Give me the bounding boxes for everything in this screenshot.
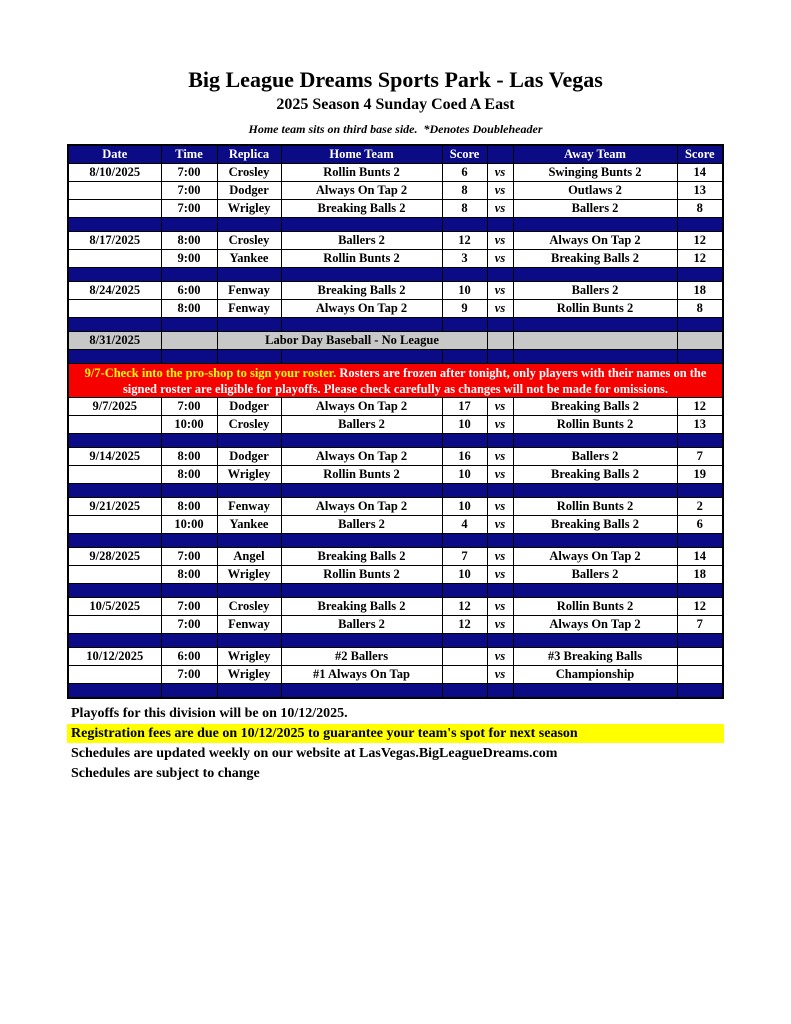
away-score-cell: 12: [677, 398, 723, 416]
time-cell: 10:00: [161, 516, 217, 534]
spacer-cell: [217, 584, 281, 598]
away-score-cell: 8: [677, 300, 723, 318]
spacer-cell: [442, 484, 487, 498]
spacer-cell: [677, 534, 723, 548]
time-cell: [161, 332, 217, 350]
spacer-cell: [677, 350, 723, 364]
away-score-cell: 8: [677, 200, 723, 218]
spacer-cell: [677, 584, 723, 598]
replica-cell: Crosley: [217, 232, 281, 250]
replica-cell: Wrigley: [217, 466, 281, 484]
spacer-cell: [442, 318, 487, 332]
column-header-replica: Replica: [217, 145, 281, 164]
home-score-cell: 12: [442, 232, 487, 250]
away-team-cell: Rollin Bunts 2: [513, 498, 677, 516]
date-cell: 9/7/2025: [68, 398, 161, 416]
date-cell: 10/5/2025: [68, 598, 161, 616]
vs-label: vs: [487, 416, 513, 434]
vs-label: vs: [487, 498, 513, 516]
replica-cell: Yankee: [217, 250, 281, 268]
column-header-home-score: Score: [442, 145, 487, 164]
date-cell: [68, 416, 161, 434]
spacer-cell: [487, 684, 513, 699]
spacer-cell: [442, 684, 487, 699]
home-team-cell: Rollin Bunts 2: [281, 466, 442, 484]
game-row: [68, 498, 723, 516]
column-header-away-team: Away Team: [513, 145, 677, 164]
time-cell: 7:00: [161, 598, 217, 616]
game-row: [68, 666, 723, 684]
replica-cell: Crosley: [217, 416, 281, 434]
page-header: [0, 66, 791, 138]
time-cell: 8:00: [161, 498, 217, 516]
vs-label: vs: [487, 398, 513, 416]
spacer-row: [68, 434, 723, 448]
spacer-cell: [513, 684, 677, 699]
replica-cell: Dodger: [217, 182, 281, 200]
game-row: [68, 182, 723, 200]
home-team-cell: Always On Tap 2: [281, 448, 442, 466]
spacer-cell: [68, 534, 161, 548]
vs-label: vs: [487, 300, 513, 318]
spacer-cell: [513, 318, 677, 332]
spacer-row: [68, 484, 723, 498]
vs-label: vs: [487, 516, 513, 534]
home-team-cell: Always On Tap 2: [281, 300, 442, 318]
spacer-cell: [442, 268, 487, 282]
home-team-cell: Always On Tap 2: [281, 498, 442, 516]
spacer-cell: [677, 218, 723, 232]
date-cell: [68, 200, 161, 218]
spacer-cell: [677, 684, 723, 699]
time-cell: 7:00: [161, 182, 217, 200]
spacer-cell: [68, 684, 161, 699]
spacer-cell: [487, 218, 513, 232]
away-team-cell: Rollin Bunts 2: [513, 416, 677, 434]
vs-label: vs: [487, 182, 513, 200]
time-cell: 9:00: [161, 250, 217, 268]
game-row: [68, 616, 723, 634]
spacer-cell: [513, 434, 677, 448]
time-cell: 7:00: [161, 616, 217, 634]
home-score-cell: 17: [442, 398, 487, 416]
date-cell: [68, 516, 161, 534]
column-header-home-team: Home Team: [281, 145, 442, 164]
home-score-cell: 12: [442, 616, 487, 634]
spacer-cell: [442, 634, 487, 648]
column-header-away-score: Score: [677, 145, 723, 164]
spacer-cell: [68, 484, 161, 498]
spacer-cell: [217, 484, 281, 498]
home-score-cell: 9: [442, 300, 487, 318]
spacer-cell: [217, 268, 281, 282]
spacer-row: [68, 584, 723, 598]
spacer-row: [68, 218, 723, 232]
vs-label: vs: [487, 616, 513, 634]
time-cell: 8:00: [161, 448, 217, 466]
home-score-cell: 3: [442, 250, 487, 268]
spacer-cell: [513, 534, 677, 548]
date-cell: [68, 566, 161, 584]
time-cell: 8:00: [161, 232, 217, 250]
vs-label: vs: [487, 250, 513, 268]
roster-notice-row: [68, 364, 723, 398]
away-team-cell: Always On Tap 2: [513, 232, 677, 250]
game-row: [68, 232, 723, 250]
date-cell: 9/21/2025: [68, 498, 161, 516]
date-cell: [68, 466, 161, 484]
spacer-cell: [68, 434, 161, 448]
game-row: [68, 416, 723, 434]
away-team-cell: Ballers 2: [513, 282, 677, 300]
roster-notice-highlight: 9/7-Check into the pro-shop to sign your roster.: [84, 365, 337, 380]
home-team-cell: Ballers 2: [281, 616, 442, 634]
spacer-cell: [442, 350, 487, 364]
spacer-cell: [161, 484, 217, 498]
spacer-cell: [513, 634, 677, 648]
date-cell: [68, 666, 161, 684]
date-cell: [68, 300, 161, 318]
spacer-cell: [487, 350, 513, 364]
spacer-cell: [442, 218, 487, 232]
spacer-cell: [217, 534, 281, 548]
replica-cell: Wrigley: [217, 666, 281, 684]
home-score-cell: 10: [442, 416, 487, 434]
time-cell: 7:00: [161, 164, 217, 182]
home-score-cell: 10: [442, 466, 487, 484]
away-score-cell: [677, 332, 723, 350]
date-cell: [68, 182, 161, 200]
vs-label: vs: [487, 466, 513, 484]
spacer-cell: [281, 534, 442, 548]
time-cell: 7:00: [161, 200, 217, 218]
spacer-cell: [281, 634, 442, 648]
vs-label: vs: [487, 448, 513, 466]
away-score-cell: 13: [677, 182, 723, 200]
home-team-cell: Ballers 2: [281, 516, 442, 534]
away-score-cell: 19: [677, 466, 723, 484]
vs-label: vs: [487, 548, 513, 566]
game-row: [68, 566, 723, 584]
spacer-cell: [442, 434, 487, 448]
game-row: [68, 164, 723, 182]
spacer-cell: [281, 350, 442, 364]
away-score-cell: 7: [677, 448, 723, 466]
game-row: [68, 200, 723, 218]
website-note: Schedules are updated weekly on our website at LasVegas.BigLeagueDreams.com: [71, 746, 558, 761]
page-subtitle: 2025 Season 4 Sunday Coed A East: [276, 96, 515, 113]
time-cell: 7:00: [161, 398, 217, 416]
replica-cell: Fenway: [217, 300, 281, 318]
spacer-cell: [487, 268, 513, 282]
home-score-cell: 8: [442, 182, 487, 200]
away-score-cell: 13: [677, 416, 723, 434]
spacer-cell: [217, 318, 281, 332]
away-team-cell: Ballers 2: [513, 448, 677, 466]
schedule-table: [67, 144, 724, 699]
spacer-cell: [68, 268, 161, 282]
spacer-cell: [513, 484, 677, 498]
spacer-cell: [161, 350, 217, 364]
home-score-cell: 4: [442, 516, 487, 534]
time-cell: 6:00: [161, 282, 217, 300]
time-cell: 8:00: [161, 300, 217, 318]
vs-label: vs: [487, 566, 513, 584]
spacer-cell: [281, 434, 442, 448]
spacer-cell: [677, 318, 723, 332]
spacer-cell: [677, 484, 723, 498]
spacer-cell: [68, 634, 161, 648]
date-cell: 8/24/2025: [68, 282, 161, 300]
home-team-cell: Always On Tap 2: [281, 182, 442, 200]
vs-cell: [487, 332, 513, 350]
spacer-cell: [68, 584, 161, 598]
home-team-cell: Ballers 2: [281, 232, 442, 250]
game-row: [68, 250, 723, 268]
home-team-cell: Breaking Balls 2: [281, 282, 442, 300]
time-cell: 10:00: [161, 416, 217, 434]
subject-to-change-note: Schedules are subject to change: [71, 766, 260, 781]
home-score-cell: 6: [442, 164, 487, 182]
spacer-cell: [217, 684, 281, 699]
date-cell: 8/17/2025: [68, 232, 161, 250]
away-team-cell: Ballers 2: [513, 200, 677, 218]
spacer-cell: [487, 484, 513, 498]
game-row: [68, 466, 723, 484]
home-team-cell: Rollin Bunts 2: [281, 164, 442, 182]
spacer-cell: [513, 584, 677, 598]
spacer-cell: [442, 534, 487, 548]
vs-label: vs: [487, 164, 513, 182]
spacer-cell: [68, 318, 161, 332]
spacer-cell: [161, 534, 217, 548]
home-score-cell: 16: [442, 448, 487, 466]
spacer-cell: [68, 218, 161, 232]
home-team-cell: Always On Tap 2: [281, 398, 442, 416]
away-score-cell: 12: [677, 232, 723, 250]
game-row: [68, 598, 723, 616]
away-team-cell: Breaking Balls 2: [513, 466, 677, 484]
away-score-cell: 18: [677, 282, 723, 300]
vs-label: vs: [487, 200, 513, 218]
away-score-cell: 7: [677, 616, 723, 634]
home-team-cell: Breaking Balls 2: [281, 548, 442, 566]
away-team-cell: Swinging Bunts 2: [513, 164, 677, 182]
spacer-row: [68, 318, 723, 332]
game-row: [68, 282, 723, 300]
spacer-cell: [513, 350, 677, 364]
away-score-cell: 14: [677, 164, 723, 182]
spacer-cell: [487, 434, 513, 448]
spacer-row: [68, 350, 723, 364]
spacer-cell: [161, 684, 217, 699]
spacer-cell: [281, 318, 442, 332]
away-score-cell: 6: [677, 516, 723, 534]
schedule-table-head: [68, 145, 723, 164]
spacer-cell: [487, 634, 513, 648]
spacer-row: [68, 684, 723, 699]
date-cell: 10/12/2025: [68, 648, 161, 666]
spacer-cell: [217, 218, 281, 232]
column-header-time: Time: [161, 145, 217, 164]
replica-cell: Crosley: [217, 598, 281, 616]
away-score-cell: [677, 666, 723, 684]
away-team-cell: Rollin Bunts 2: [513, 598, 677, 616]
column-header-date: Date: [68, 145, 161, 164]
game-row: [68, 398, 723, 416]
date-cell: [68, 616, 161, 634]
spacer-cell: [487, 534, 513, 548]
replica-cell: Wrigley: [217, 200, 281, 218]
page-footer: [67, 704, 724, 783]
column-header-vs: [487, 145, 513, 164]
game-row: [68, 300, 723, 318]
registration-fees-note: Registration fees are due on 10/12/2025 to guarantee your team's spot for next season: [67, 724, 724, 743]
spacer-cell: [487, 318, 513, 332]
labor-day-row: [68, 332, 723, 350]
home-score-cell: 12: [442, 598, 487, 616]
playoffs-note: Playoffs for this division will be on 10/12/2025.: [71, 706, 348, 721]
home-team-cell: Rollin Bunts 2: [281, 566, 442, 584]
home-score-cell: 10: [442, 282, 487, 300]
home-score-cell: 10: [442, 498, 487, 516]
away-team-cell: #3 Breaking Balls: [513, 648, 677, 666]
home-score-cell: 7: [442, 548, 487, 566]
spacer-cell: [281, 268, 442, 282]
time-cell: 8:00: [161, 566, 217, 584]
spacer-cell: [161, 218, 217, 232]
spacer-cell: [217, 634, 281, 648]
home-team-cell: Breaking Balls 2: [281, 200, 442, 218]
spacer-cell: [161, 434, 217, 448]
page-title: Big League Dreams Sports Park - Las Vegas: [188, 67, 603, 92]
home-team-cell: Rollin Bunts 2: [281, 250, 442, 268]
replica-cell: Crosley: [217, 164, 281, 182]
spacer-cell: [442, 584, 487, 598]
spacer-cell: [161, 634, 217, 648]
spacer-cell: [217, 434, 281, 448]
replica-cell: Fenway: [217, 282, 281, 300]
spacer-cell: [487, 584, 513, 598]
labor-day-label: Labor Day Baseball - No League: [217, 332, 487, 350]
away-score-cell: 2: [677, 498, 723, 516]
away-score-cell: [677, 648, 723, 666]
roster-notice: [68, 364, 723, 398]
replica-cell: Wrigley: [217, 648, 281, 666]
away-team-cell: Rollin Bunts 2: [513, 300, 677, 318]
away-team-cell: Always On Tap 2: [513, 548, 677, 566]
home-score-cell: 8: [442, 200, 487, 218]
spacer-cell: [677, 268, 723, 282]
home-team-cell: #2 Ballers: [281, 648, 442, 666]
away-team-cell: Breaking Balls 2: [513, 250, 677, 268]
spacer-cell: [281, 218, 442, 232]
spacer-cell: [677, 434, 723, 448]
home-score-cell: [442, 648, 487, 666]
game-row: [68, 648, 723, 666]
time-cell: 7:00: [161, 666, 217, 684]
away-score-cell: 18: [677, 566, 723, 584]
replica-cell: Yankee: [217, 516, 281, 534]
away-score-cell: 14: [677, 548, 723, 566]
spacer-cell: [677, 634, 723, 648]
replica-cell: Fenway: [217, 498, 281, 516]
away-team-cell: Ballers 2: [513, 566, 677, 584]
game-row: [68, 516, 723, 534]
spacer-cell: [161, 268, 217, 282]
spacer-row: [68, 534, 723, 548]
away-team-cell: Outlaws 2: [513, 182, 677, 200]
vs-label: vs: [487, 282, 513, 300]
page-note: Home team sits on third base side. *Denotes Doubleheader: [248, 122, 543, 136]
game-row: [68, 448, 723, 466]
home-team-cell: #1 Always On Tap: [281, 666, 442, 684]
header-row: [68, 145, 723, 164]
home-score-cell: [442, 666, 487, 684]
away-team-cell: Breaking Balls 2: [513, 398, 677, 416]
away-team-cell: [513, 332, 677, 350]
spacer-cell: [513, 218, 677, 232]
date-cell: 8/10/2025: [68, 164, 161, 182]
spacer-row: [68, 634, 723, 648]
home-team-cell: Breaking Balls 2: [281, 598, 442, 616]
schedule-table-body: [68, 164, 723, 699]
spacer-cell: [281, 584, 442, 598]
spacer-row: [68, 268, 723, 282]
time-cell: 8:00: [161, 466, 217, 484]
spacer-cell: [161, 584, 217, 598]
vs-label: vs: [487, 648, 513, 666]
spacer-cell: [68, 350, 161, 364]
vs-label: vs: [487, 598, 513, 616]
time-cell: 7:00: [161, 548, 217, 566]
spacer-cell: [281, 684, 442, 699]
spacer-cell: [161, 318, 217, 332]
replica-cell: Dodger: [217, 448, 281, 466]
home-score-cell: 10: [442, 566, 487, 584]
vs-label: vs: [487, 666, 513, 684]
replica-cell: Wrigley: [217, 566, 281, 584]
home-team-cell: Ballers 2: [281, 416, 442, 434]
replica-cell: Angel: [217, 548, 281, 566]
away-score-cell: 12: [677, 598, 723, 616]
game-row: [68, 548, 723, 566]
away-team-cell: Championship: [513, 666, 677, 684]
date-cell: [68, 250, 161, 268]
replica-cell: Fenway: [217, 616, 281, 634]
away-team-cell: Always On Tap 2: [513, 616, 677, 634]
spacer-cell: [513, 268, 677, 282]
spacer-cell: [281, 484, 442, 498]
time-cell: 6:00: [161, 648, 217, 666]
away-score-cell: 12: [677, 250, 723, 268]
away-team-cell: Breaking Balls 2: [513, 516, 677, 534]
roster-notice-body: Rosters are frozen after tonight, only players with their names on the signed roster are eligible for playoffs. Please check carefully as changes will not be made for omissions.: [122, 365, 707, 396]
replica-cell: Dodger: [217, 398, 281, 416]
date-cell: 8/31/2025: [68, 332, 161, 350]
date-cell: 9/28/2025: [68, 548, 161, 566]
vs-label: vs: [487, 232, 513, 250]
date-cell: 9/14/2025: [68, 448, 161, 466]
spacer-cell: [217, 350, 281, 364]
